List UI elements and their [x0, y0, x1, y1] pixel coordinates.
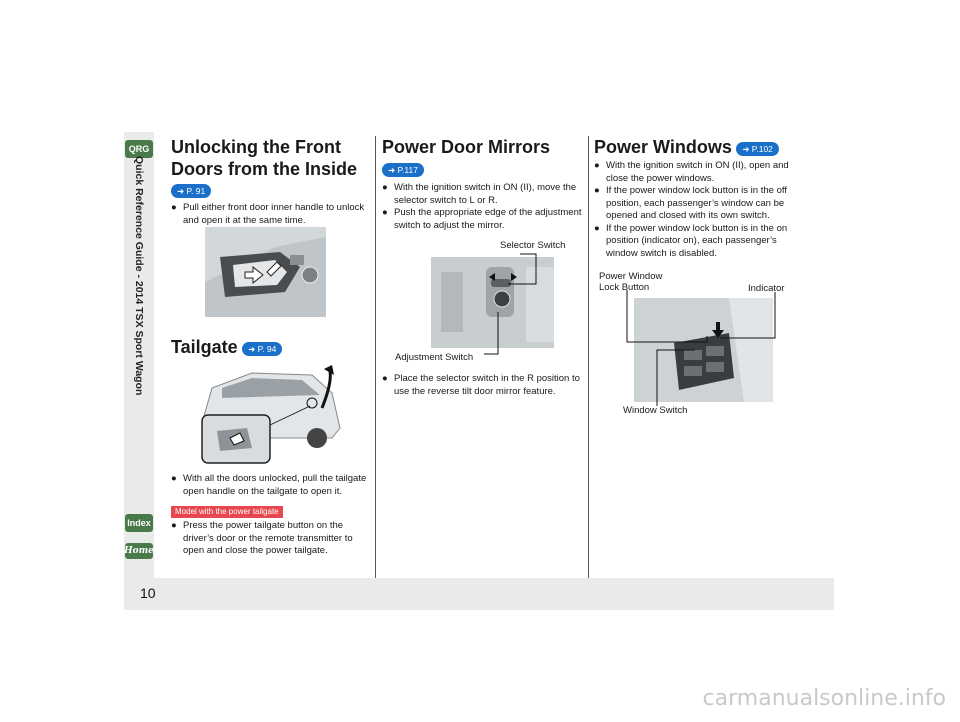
unlocking-bullet: ● Pull either front door inner handle to unlock and open it at the same time.	[171, 202, 371, 227]
tailgate-bullet-1: ● With all the doors unlocked, pull the tailgate open handle on the tailgate to open it.	[171, 473, 371, 498]
lock-button-label: Power Window Lock Button	[599, 271, 663, 293]
mirrors-page-ref[interactable]: ➜ P.117	[382, 163, 424, 177]
windows-title: Power Windows	[594, 137, 732, 157]
door-handle-photo	[205, 227, 326, 317]
windows-page-ref[interactable]: ➜ P.102	[736, 142, 779, 156]
windows-bullet-3: ● If the power window lock button is in the on position (indicator on), each passenger’s window switch is disabled.	[594, 223, 794, 261]
mirrors-bullet-3: ● Place the selector switch in the R position to use the reverse tilt door mirror feature.	[382, 373, 587, 398]
mirrors-bullet-3-block	[382, 373, 587, 398]
mirrors-bullet-1: ● With the ignition switch in ON (II), move the selector switch to L or R.	[382, 182, 582, 207]
tailgate-heading	[171, 336, 371, 358]
mirrors-bullet-2: ● Push the appropriate edge of the adjustment switch to adjust the mirror.	[382, 207, 582, 232]
windows-bullet-2: ● If the power window lock button is in the off position, each passenger’s window can be opened and closed with its own switch.	[594, 185, 794, 223]
unlocking-title	[171, 136, 371, 180]
column-divider	[375, 136, 376, 578]
mirrors-section	[382, 136, 582, 232]
tailgate-title: Tailgate	[171, 337, 238, 357]
windows-bullet-1: ● With the ignition switch in ON (II), open and close the power windows.	[594, 160, 794, 185]
mirrors-title: Power Door Mirrors	[382, 137, 551, 157]
page-number: 10	[140, 585, 156, 601]
unlocking-title-line2: Doors from the Inside	[171, 159, 358, 179]
adjustment-switch-label: Adjustment Switch	[395, 352, 474, 363]
mirror-callout-lines	[380, 250, 560, 360]
tailgate-bullet-2: ● Press the power tailgate button on the driver’s door or the remote transmitter to open and close the power tailgate.	[171, 520, 371, 558]
windows-section	[594, 136, 794, 260]
window-callout-lines	[615, 288, 785, 413]
watermark: carmanualsonline.info	[702, 686, 946, 711]
home-tab[interactable]: Home	[125, 543, 153, 559]
index-tab[interactable]: Index	[125, 514, 153, 532]
vertical-guide-title: Quick Reference Guide - 2014 TSX Sport Wagon	[133, 156, 145, 396]
qrg-tab[interactable]: QRG	[125, 140, 153, 158]
indicator-label: Indicator	[748, 283, 785, 294]
column-divider	[588, 136, 589, 578]
tailgate-photo	[192, 363, 344, 465]
selector-switch-label: Selector Switch	[500, 240, 566, 251]
tailgate-page-ref[interactable]: ➜ P. 94	[242, 342, 282, 356]
tailgate-text	[171, 473, 371, 558]
footer-band	[124, 578, 834, 610]
window-switch-label: Window Switch	[623, 405, 688, 416]
model-badge: Model with the power tailgate	[171, 506, 283, 518]
unlocking-section	[171, 136, 371, 227]
unlocking-page-ref[interactable]: ➜ P. 91	[171, 184, 211, 198]
unlocking-title-line1: Unlocking the Front	[171, 137, 341, 157]
